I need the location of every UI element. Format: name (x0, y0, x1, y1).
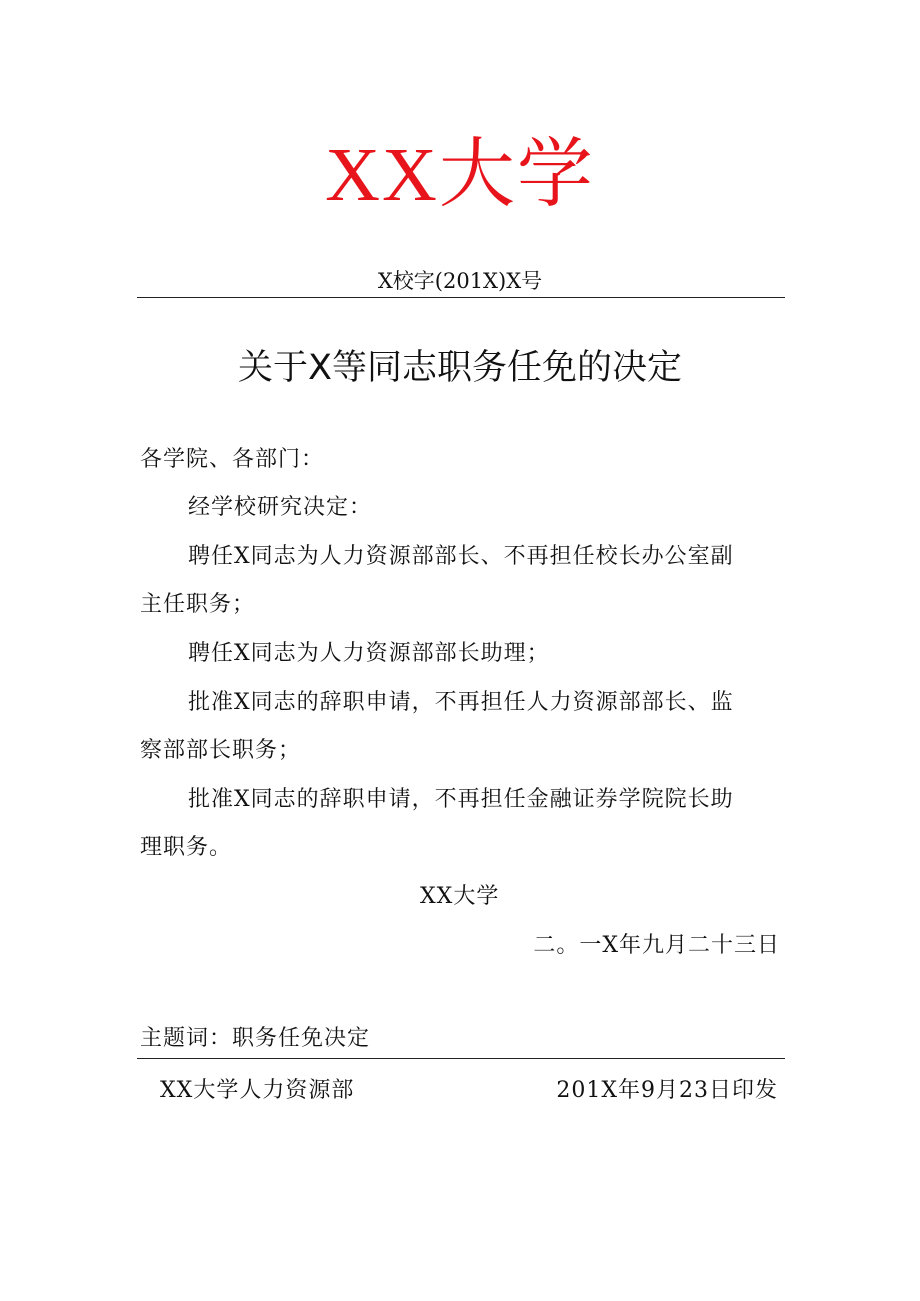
header-divider (137, 297, 785, 298)
issue-date: 201X年9月23日印发 (556, 1078, 778, 1103)
paragraph-5: 批准X同志的辞职申请，不再担任金融证券学院院长助 (188, 787, 734, 812)
paragraph-4: 批准X同志的辞职申请，不再担任人力资源部部长、监 (188, 690, 734, 715)
signature-date: 二。一X年九月二十三日 (533, 933, 780, 958)
paragraph-1: 经学校研究决定： (188, 495, 373, 520)
signature-organization: XX大学 (420, 884, 500, 909)
paragraph-5-continued: 理职务。 (140, 835, 233, 860)
paragraph-2: 聘任X同志为人力资源部部长、不再担任校长办公室副 (188, 544, 734, 569)
issuing-department: XX大学人力资源部 (160, 1078, 355, 1103)
subject-words: 主题词：职务任免决定 (140, 1026, 371, 1051)
document-number: X校字(201X)X号 (377, 269, 543, 293)
letterhead-title: XX大学 (325, 133, 595, 217)
paragraph-2-continued: 主任职务； (140, 592, 256, 617)
footer-divider (137, 1058, 785, 1059)
paragraph-3: 聘任X同志为人力资源部部长助理； (188, 641, 550, 666)
paragraph-4-continued: 察部部长职务； (140, 738, 302, 763)
document-title: 关于X等同志职务任免的决定 (238, 348, 682, 388)
salutation: 各学院、各部门： (140, 447, 325, 472)
